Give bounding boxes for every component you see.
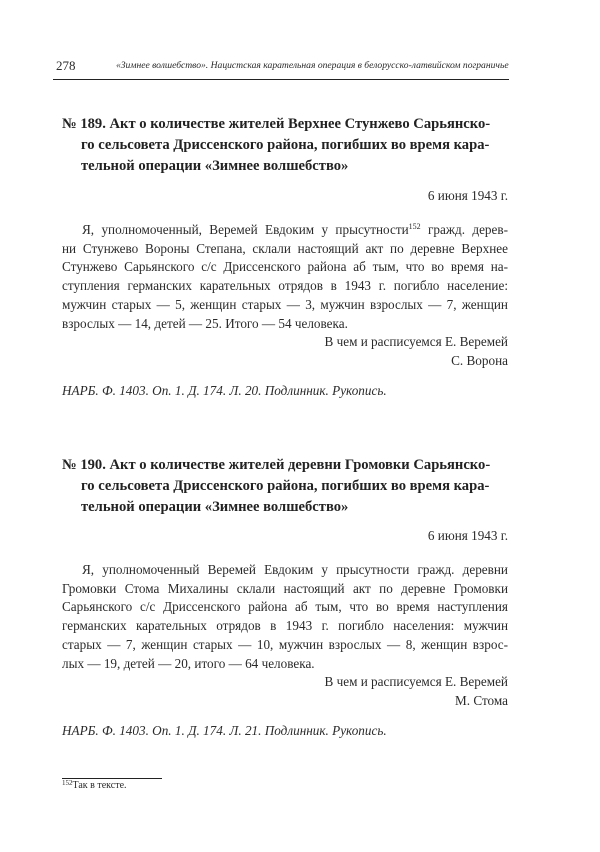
document-title	[62, 114, 508, 177]
title-line: го сельсовета Дриссенского района, погибших во время кара-	[81, 137, 490, 153]
document-body	[62, 561, 508, 711]
document-date: 6 июня 1943 г.	[427, 528, 508, 543]
archive-reference: НАРБ. Ф. 1403. Оп. 1. Д. 174. Л. 20. Подлинник. Рукопись.	[62, 383, 387, 398]
document-body	[62, 221, 508, 371]
signature-line: В чем и расписуемся Е. Веремей	[324, 334, 508, 350]
body-line: Громовки Стома Михалины склали настоящий акт по деревне Громовки	[62, 580, 508, 596]
body-line: ни Стунжево Вороны Степана, склали настоящий акт по деревне Верхнее	[62, 240, 508, 256]
document-date: 6 июня 1943 г.	[427, 188, 508, 203]
title-line: го сельсовета Дриссенского района, погибших во время кара-	[81, 478, 490, 494]
title-line: тельной операции «Зимнее волшебство»	[81, 158, 349, 174]
footnote-marker: 152	[62, 779, 73, 787]
body-line: Я, уполномоченный Веремей Евдоким у прысутности гражд. деревни	[82, 562, 508, 577]
footnote	[62, 780, 127, 791]
signature-line: С. Ворона	[451, 352, 508, 368]
footnote-ref[interactable]: 152	[408, 222, 421, 231]
title-line: тельной операции «Зимнее волшебство»	[81, 499, 349, 515]
body-line: лых — 19, детей — 20, итого — 64 человека.	[62, 655, 315, 671]
signature-line: В чем и расписуемся Е. Веремей	[324, 674, 508, 690]
body-line: ступления германских карательных отрядов в 1943 г. погибло население:	[62, 278, 508, 294]
body-line: Сарьянского с/с Дриссенского района аб тым, что во время наступления	[62, 599, 508, 615]
document-title	[62, 455, 508, 518]
body-line: Я, уполномоченный, Веремей Евдоким у прысутности$^{152}$ гражд. дерев-	[82, 222, 508, 237]
title-line: № 189. Акт о количестве жителей Верхнее Стунжево Сарьянско-	[62, 116, 491, 132]
body-line: Стунжево Сарьянского с/с Дриссенского района аб тым, что во время на-	[62, 259, 508, 275]
running-title: «Зимнее волшебство». Нацистская карательная операция в белорусско-латвийском пограничье	[116, 60, 509, 71]
body-line: взрослых — 14, детей — 25. Итого — 54 человека.	[62, 315, 348, 331]
footnote-text: Так в тексте.	[72, 780, 127, 791]
body-line: мужчин старых — 5, женщин старых — 3, мужчин взрослых — 7, женщин	[62, 296, 508, 312]
header-divider	[53, 79, 509, 80]
archive-reference: НАРБ. Ф. 1403. Оп. 1. Д. 174. Л. 21. Подлинник. Рукопись.	[62, 723, 387, 738]
signature-line: М. Стома	[455, 692, 508, 708]
footnote-divider	[62, 778, 162, 779]
body-line: старых — 7, женщин старых — 10, мужчин взрослых — 8, женщин взрос-	[62, 636, 508, 652]
title-line: № 190. Акт о количестве жителей деревни Громовки Сарьянско-	[62, 457, 491, 473]
page-number: 278	[56, 58, 76, 73]
body-line: германских карательных отрядов в 1943 г. погибло населения: мужчин	[62, 618, 508, 634]
